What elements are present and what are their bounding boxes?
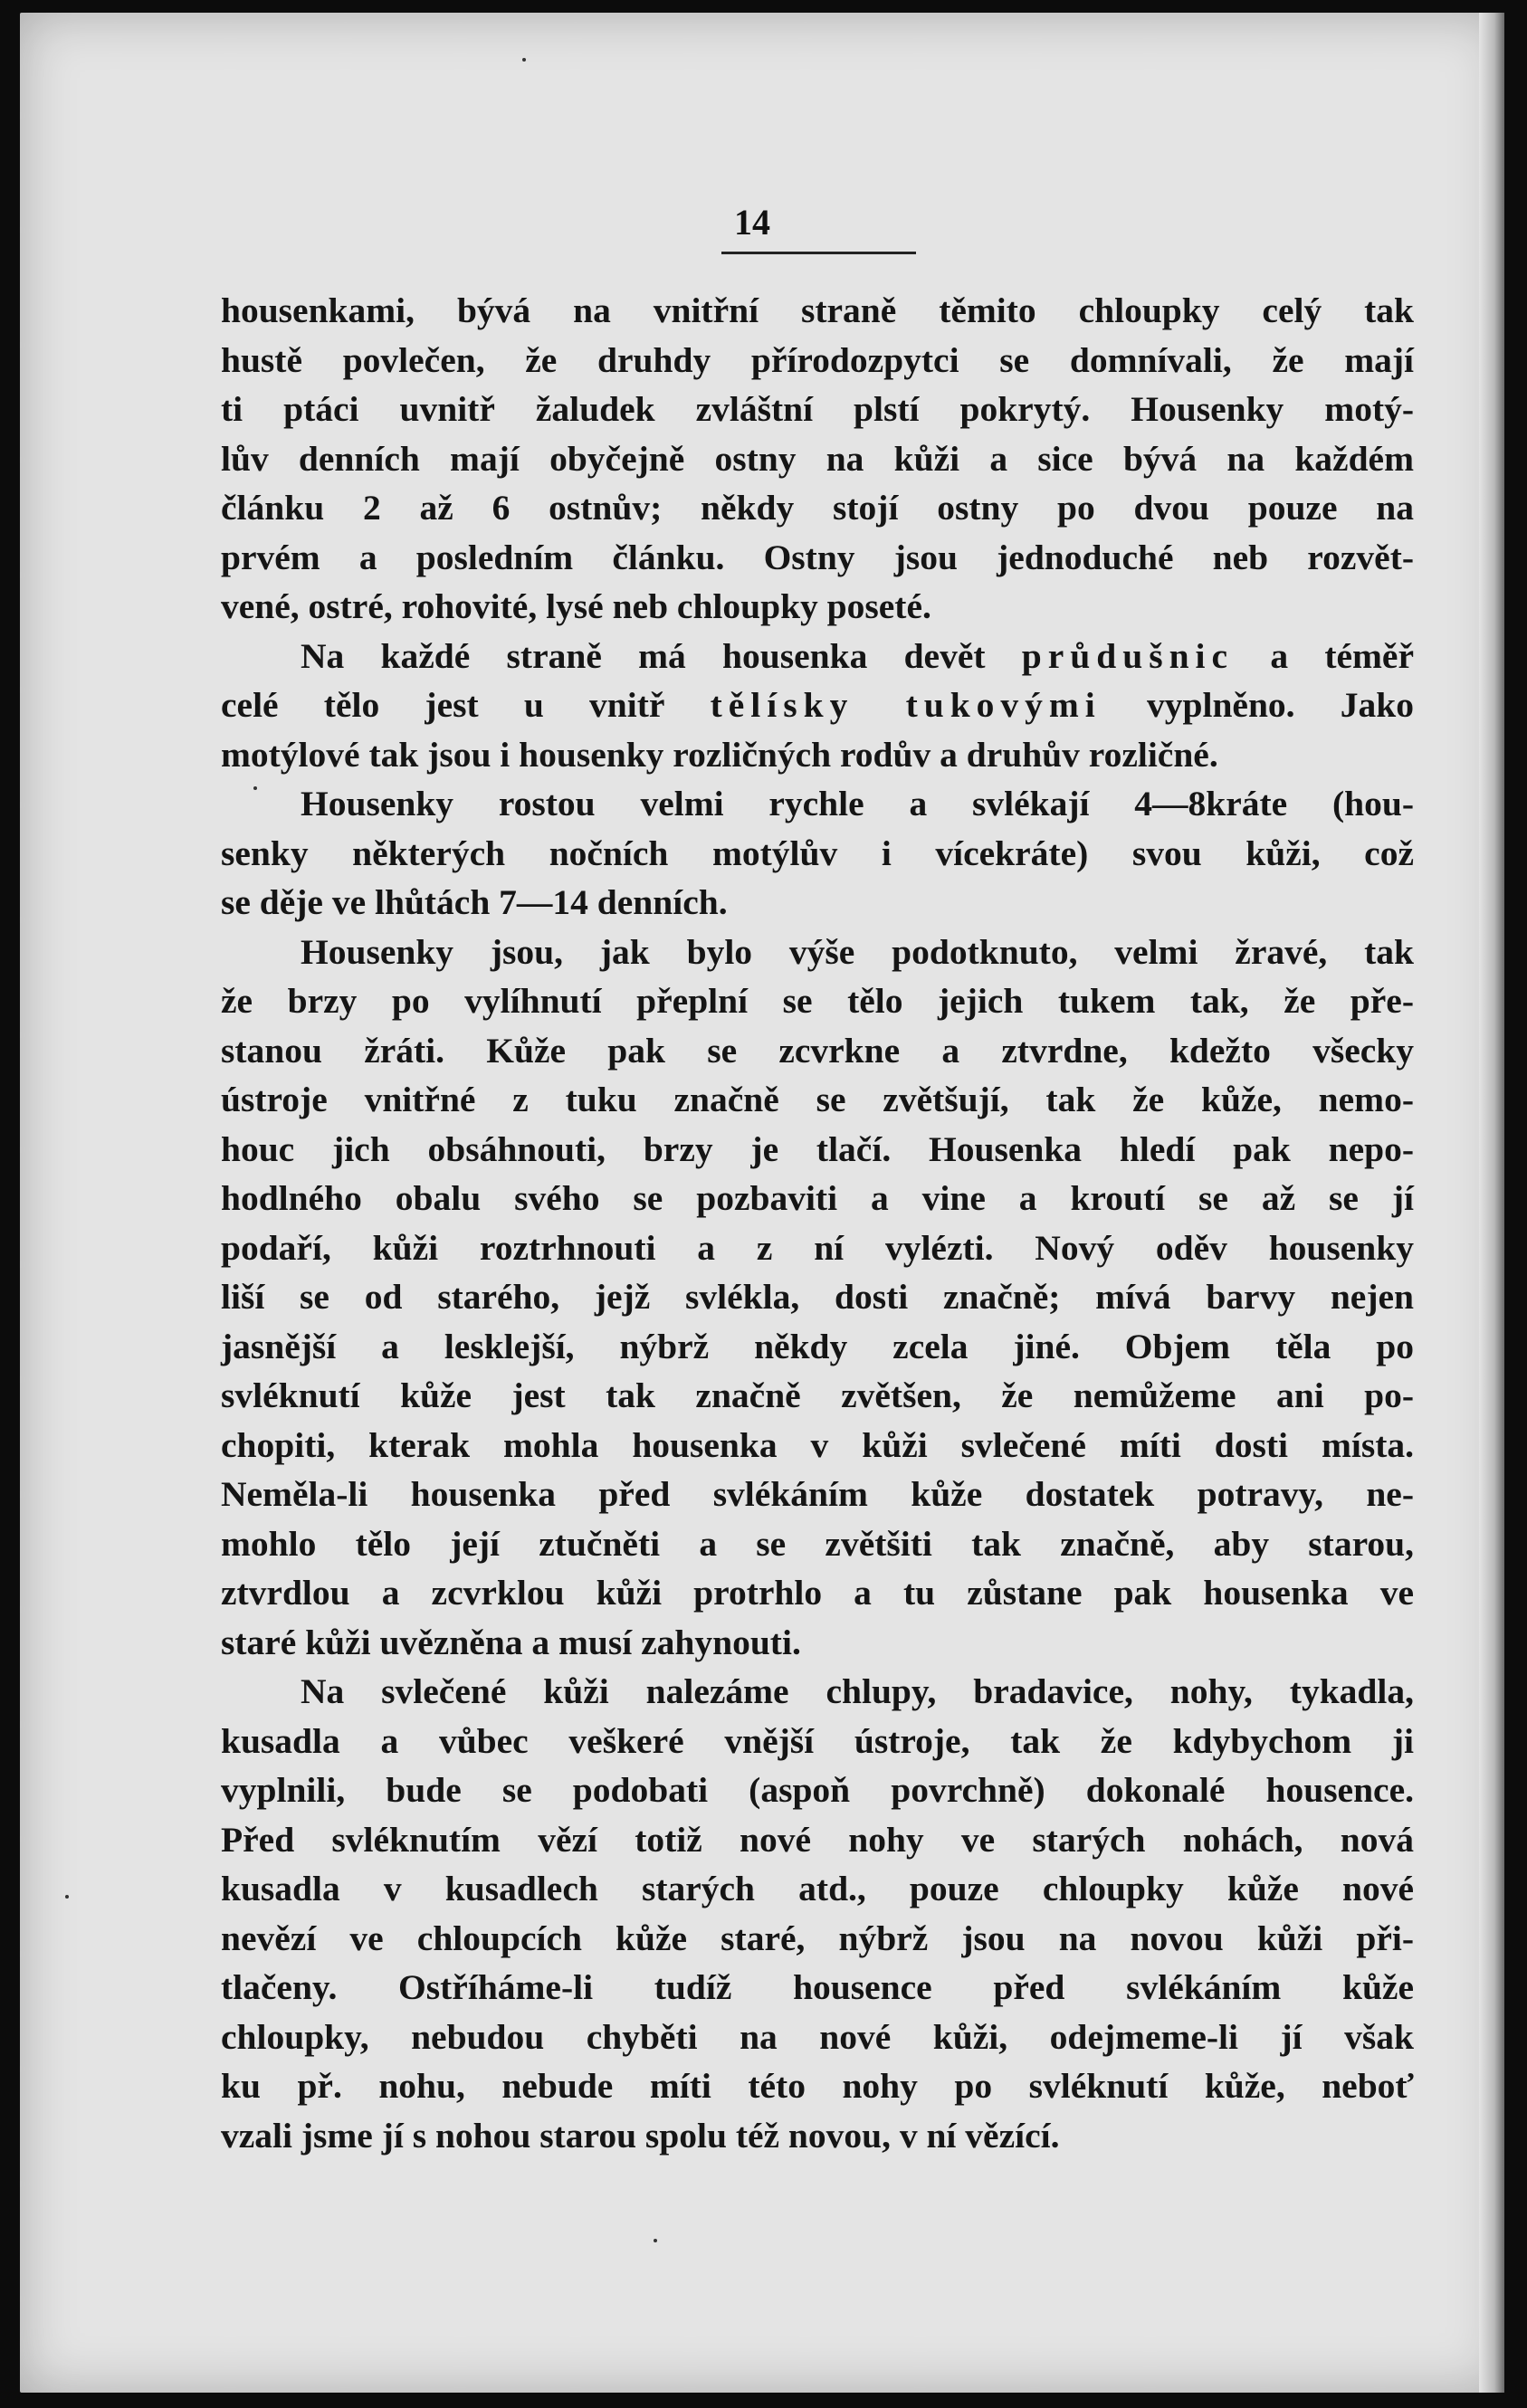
spaced-emphasis: tělísky tukovými (710, 685, 1102, 725)
text-line: housenkami, bývá na vnitřní straně těmito chloupky celý tak (221, 290, 1414, 330)
text-line: jasnější a lesklejší, nýbrž někdy zcela jiné. Objem těla po (221, 1326, 1414, 1366)
text-line: se děje ve lhůtách 7—14 denních. (221, 882, 728, 922)
text-line: že brzy po vylíhnutí přeplní se tělo jejich tukem tak, že pře- (221, 981, 1414, 1021)
text-run: celé tělo jest u vnitř (221, 685, 711, 725)
paper-speck (65, 1895, 69, 1899)
text-line: kusadla a vůbec veškeré vnější ústroje, tak že kdybychom ji (221, 1720, 1414, 1761)
text-line: Neměla-li housenka před svlékáním kůže dostatek potravy, ne- (221, 1474, 1414, 1514)
text-line: Na svlečené kůži nalezáme chlupy, bradavice, nohy, tykadla, (301, 1671, 1414, 1711)
text-run: a téměř (1234, 635, 1414, 676)
text-line: prvém a posledním článku. Ostny jsou jednoduché neb rozvět- (221, 537, 1414, 577)
text-line: liší se od starého, jejž svlékla, dosti značně; mívá barvy nejen (221, 1277, 1414, 1317)
text-line (221, 681, 1414, 730)
text-line: ztvrdlou a zcvrklou kůži protrhlo a tu zůstane pak housenka ve (221, 1573, 1414, 1613)
text-line: nevězí ve chloupcích kůže staré, nýbrž jsou na novou kůži při- (221, 1918, 1414, 1958)
text-line: chopiti, kterak mohla housenka v kůži svlečené míti dosti místa. (221, 1424, 1414, 1465)
page-number: 14 (734, 202, 770, 243)
text-line: staré kůži uvězněna a musí zahynouti. (221, 1622, 801, 1662)
text-line (221, 632, 1414, 681)
text-line: hodlného obalu svého se pozbaviti a vine a kroutí se až se jí (221, 1178, 1414, 1218)
book-page (20, 13, 1504, 2393)
text-line: vyplnili, bude se podobati (aspoň povrchně) dokonalé housence. (221, 1770, 1414, 1810)
text-line: mohlo tělo její ztučněti a se zvětšiti tak značně, aby starou, (221, 1523, 1414, 1564)
text-line: vzali jsme jí s nohou starou spolu též novou, v ní vězící. (221, 2115, 1060, 2156)
text-body (221, 286, 1414, 2160)
page-number-rule (721, 252, 916, 254)
text-line: článku 2 až 6 ostnův; někdy stojí ostny po dvou pouze na (221, 488, 1414, 528)
text-line: Před svléknutím vězí totiž nové nohy ve starých nohách, nová (221, 1819, 1414, 1860)
text-line: ústroje vnitřné z tuku značně se zvětšují, tak že kůže, nemo- (221, 1080, 1414, 1119)
text-line: motýlové tak jsou i housenky rozličných rodův a druhův rozličné. (221, 734, 1218, 775)
text-line: ti ptáci uvnitř žaludek zvláštní plstí pokrytý. Housenky motý- (221, 389, 1414, 429)
text-line: ku př. nohu, nebude míti této nohy po svléknutí kůže, neboť (221, 2066, 1414, 2106)
text-line: stanou žráti. Kůže pak se zcvrkne a ztvrdne, kdežto všecky (221, 1030, 1414, 1071)
text-run: vyplněno. Jako (1101, 685, 1414, 725)
text-line: houc jich obsáhnouti, brzy je tlačí. Housenka hledí pak nepo- (221, 1128, 1414, 1169)
text-line: hustě povlečen, že druhdy přírodozpytci se domnívali, že mají (221, 339, 1414, 380)
text-line: svléknutí kůže jest tak značně zvětšen, že nemůžeme ani po- (221, 1375, 1414, 1415)
text-line: Housenky rostou velmi rychle a svlékají 4—8kráte (hou- (301, 784, 1414, 823)
text-run: Na každé straně má housenka devět (301, 635, 1022, 676)
paper-speck (522, 58, 526, 62)
text-line: vené, ostré, rohovité, lysé neb chloupky poseté. (221, 586, 931, 626)
spaced-emphasis: průdušnic (1021, 635, 1235, 676)
text-line: kusadla v kusadlech starých atd., pouze chloupky kůže nové (221, 1869, 1414, 1908)
text-line: tlačeny. Ostříháme-li tudíž housence před svlékáním kůže (221, 1967, 1414, 2007)
paper-speck (654, 2239, 657, 2242)
page-spine-shadow (1479, 13, 1504, 2393)
text-line: Housenky jsou, jak bylo výše podotknuto, velmi žravé, tak (301, 931, 1414, 972)
paper-speck (253, 786, 257, 790)
text-line: lův denních mají obyčejně ostny na kůži a sice bývá na každém (221, 438, 1414, 479)
text-line: podaří, kůži roztrhnouti a z ní vylézti. Nový oděv housenky (221, 1227, 1414, 1268)
text-line: chloupky, nebudou chyběti na nové kůži, odejmeme-li jí však (221, 2016, 1414, 2057)
text-line: senky některých nočních motýlův i vícekráte) svou kůži, což (221, 833, 1414, 873)
